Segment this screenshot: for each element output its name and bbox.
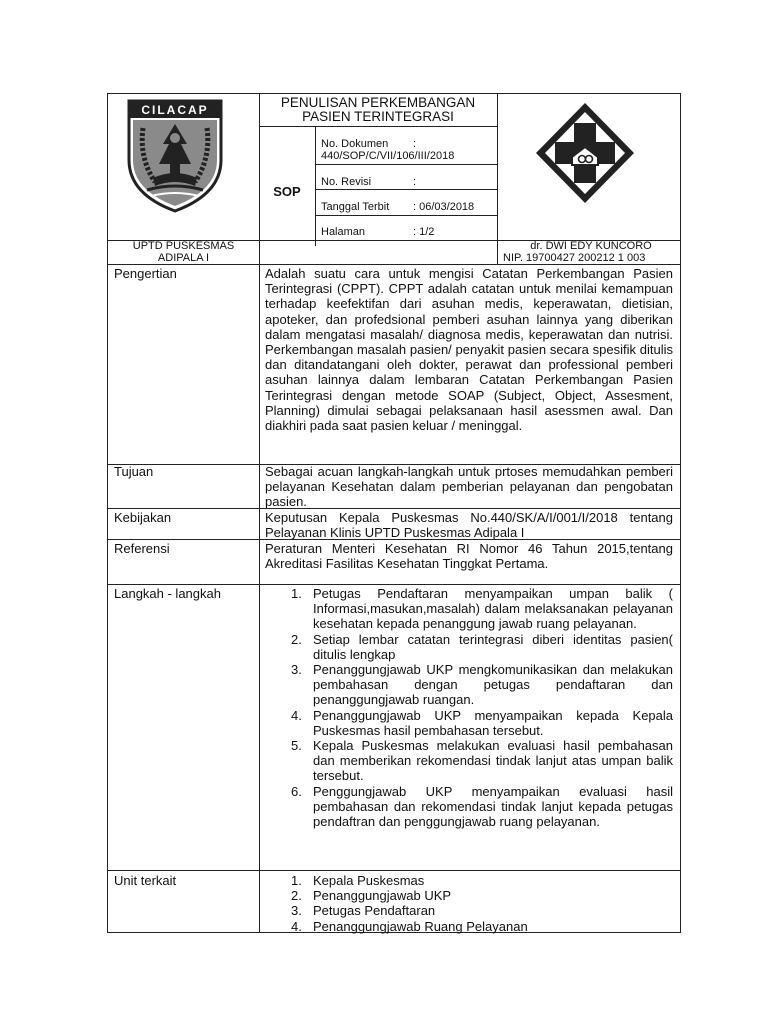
kebijakan-label: Kebijakan <box>114 510 172 525</box>
list-item: 5. Kepala Puskesmas melakukan evaluasi hasil pembahasan dan memberikan rekomendasi tindak lanjut atas umpan balik tersebut. <box>291 738 673 784</box>
sop-divider <box>315 126 316 246</box>
tujuan-label: Tujuan <box>114 464 154 479</box>
no-dokumen-label: No. Dokumen <box>321 138 389 150</box>
meta-divider <box>315 189 497 190</box>
unit-terkait-label: Unit terkait <box>114 873 177 888</box>
no-dokumen-sep: : <box>413 138 417 150</box>
list-item: 2. Setiap lembar catatan terintegrasi diberi identitas pasien( ditulis lengkap <box>291 631 673 662</box>
unit-terkait-list <box>291 873 673 934</box>
list-item: 4. Penanggungjawab Ruang Pelayanan <box>291 918 528 934</box>
title-divider <box>259 126 497 127</box>
signer-nip: NIP. 19700427 200212 1 003 <box>503 252 646 264</box>
puskesmas-logo-icon <box>534 101 636 205</box>
referensi-text: Peraturan Menteri Kesehatan RI Nomor 46 Tahun 2015,tentang Akreditasi Fasilitas Kesehatan Tinggkat Pertama. <box>265 541 673 572</box>
list-item: 1. Petugas Pendaftaran menyampaikan umpan balik ( Informasi,masukan,masalah) dalam melaksanakan pelayanan kesehatan kepada penanggung jawab ruang pelayanan. <box>291 586 673 632</box>
cilacap-crest-icon <box>125 98 225 214</box>
document-title: PENULISAN PERKEMBANGAN PASIEN TERINTEGRASI <box>280 95 476 124</box>
list-item: 1. Kepala Puskesmas <box>291 873 425 888</box>
list-item: 3. Petugas Pendaftaran <box>291 903 436 919</box>
pengertian-label: Pengertian <box>114 266 177 281</box>
meta-divider <box>315 215 497 216</box>
list-item: 3. Penanggungjawab UKP mengkomunikasikan dan melakukan pembahasan dengan petugas pendaftaran dan penanggungjawab ruangan. <box>291 662 673 708</box>
kebijakan-text: Keputusan Kepala Puskesmas No.440/SK/A/I/001/I/2018 tentang Pelayanan Klinis UPTD Puskesmas Adipala I <box>265 510 673 541</box>
list-item: 2. Penanggungjawab UKP <box>291 888 452 904</box>
sop-document <box>107 93 681 933</box>
header-right-divider <box>497 94 498 264</box>
unit-name: UPTD PUSKESMAS ADIPALA I <box>132 240 235 264</box>
row-divider <box>108 264 680 265</box>
row-divider <box>108 584 680 585</box>
signer-name: dr. DWI EDY KUNCORO <box>530 240 652 252</box>
column-divider <box>259 94 260 932</box>
referensi-label: Referensi <box>114 541 170 556</box>
halaman-label: Halaman <box>321 226 366 238</box>
list-item: 6. Penggungjawab UKP menyampaikan evaluasi hasil pembahasan dan rekomendasi tindak lanjut kepada petugas pendaftran dan penggungjawab ruang pelayanan. <box>291 783 673 830</box>
langkah-list <box>291 586 673 829</box>
halaman-value: : 1/2 <box>413 226 435 238</box>
no-revisi-label: No. Revisi <box>321 176 372 188</box>
no-revisi-sep: : <box>413 176 417 188</box>
langkah-label: Langkah - langkah <box>114 586 221 601</box>
tujuan-text: Sebagai acuan langkah-langkah untuk prtoses memudahkan pemberi pelayanan Kesehatan dalam pemberian pelayanan dan pengobatan pasien. <box>265 464 673 510</box>
tanggal-terbit-label: Tanggal Terbit <box>321 201 390 213</box>
meta-divider <box>315 164 497 165</box>
signer-block <box>503 240 679 264</box>
sop-label: SOP <box>273 184 301 199</box>
row-divider <box>108 870 680 871</box>
pengertian-text: Adalah suatu cara untuk mengisi Catatan Perkembangan Pasien Terintegrasi (CPPT). CPPT adalah catatan untuk menilai kemampuan terhadap keefektifan dari asuhan medis, keperawatan, dietisian, apoteker, dan profedsional pemberi asuhan lainnya yang diberikan dalam mengatasi masalah/ diagnosa medis, keperawatan dan nutrisi. Perkembangan masalah pasien/ penyakit pasien secara spesifik ditulis dan ditandatangani oleh dokter, perawat dan professional pemberi asuhan lainnya dalam lembaran Catatan Perkembangan Pasien Terintegrasi dengan metode SOAP (Subject, Object, Assesment, Planning) dimulai sebagai pelaksanaan hasil asessmen awal. Dan diakhiri pada saat pasien keluar / meninggal. <box>265 266 673 434</box>
no-dokumen-value: 440/SOP/C/VII/106/III/2018 <box>321 150 455 162</box>
logo-banner-text: CILACAP <box>141 103 209 117</box>
tanggal-terbit-value: : 06/03/2018 <box>413 201 475 213</box>
list-item: 4. Penanggungjawab UKP menyampaikan kepada Kepala Puskesmas hasil pembahasan tersebut. <box>291 707 673 738</box>
